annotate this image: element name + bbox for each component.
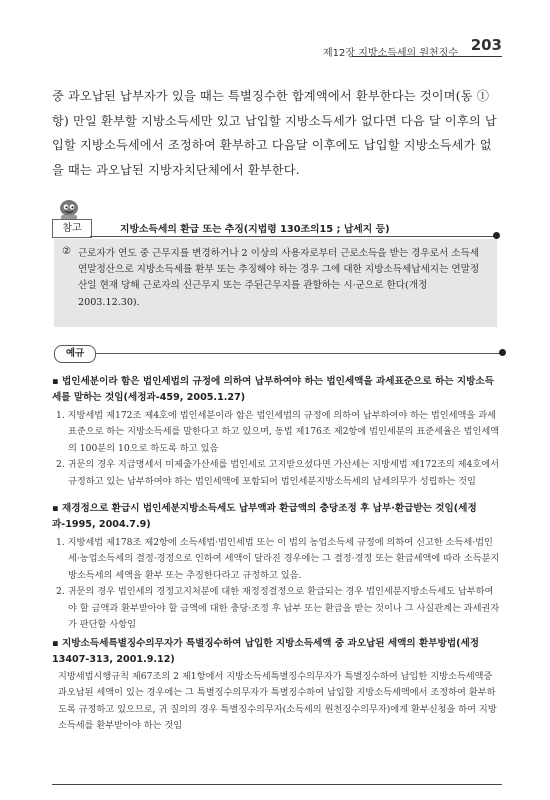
yegyu-block-2 (52, 501, 500, 633)
yegyu-block-heading: ▪ 재경정으로 환급시 법인세분지방소득세도 납부액과 환급액의 충당조정 후 납부·환급받는 것임(세정과-1995, 2004.7.9) (52, 503, 477, 530)
bullet-icon: ▪ (52, 503, 59, 514)
chapter-title: 제12장 지방소득세의 원천징수 (322, 48, 458, 59)
block-paragraph: 지방세법시행규칙 제67조의 2 제1항에서 지방소득세특별징수의무자가 특별징수하여 납입한 지방소득세액중 과오납된 세액이 있는 경우에는 그 특별징수의무자가 특별징수하여 납입할 지방소득세액에서 조정하여 환부하도록 규정하고 있으므로, 귀 질의의 경우 특별징수의무자(소득세의 원천징수의무자)에게 환부신청을 하여 지방소득세를 환부받아야 하는 것임 (58, 671, 497, 732)
reference-number: ② (62, 246, 71, 257)
reference-label: 참고 (52, 219, 92, 238)
reference-title: 지방소득세의 환급 또는 추징(지법령 130조의15 ; 납세지 등) (120, 224, 390, 235)
list-item: 2. 귀문의 경우 법인세의 경정고지처분에 대한 재정정결정으로 환급되는 경우 법인세분지방소득세도 납부하여야 할 금액과 환부받아야 할 금액에 대한 충당·조정 후 납부 또는 환급을 받는 것이나 그 사실관계는 과세권자가 판단할 사항임 (56, 586, 500, 631)
yegyu-rule-dot (499, 349, 506, 356)
intro-paragraph: 중 과오납된 납부자가 있을 때는 특별징수한 합계액에서 환부한다는 것이며(동 ①항) 만일 환부할 지방소득세만 있고 납입할 지방소득세가 없다면 다음 달 이후의 납입할 지방소득세에서 조정하여 환부하고 다음달 이후에도 납입할 지방소득세가 없을 때는 과오납된 지방자치단체에서 환부한다. (52, 89, 497, 177)
list-item: 2. 귀문의 경우 지급명세서 미제출가산세를 법인세로 고지받으셨다면 가산세는 지방세법 제172조의 제4호에서 규정하고 있는 납부하여야 하는 법인세액에 포함되어 법인세분지방소득세의 납세의무가 성립하는 것임 (56, 459, 499, 487)
bullet-icon: ▪ (52, 638, 59, 649)
yegyu-block-3 (52, 636, 500, 735)
list-item: 1. 지방세법 제178조 제2항에 소득세법·법인세법 또는 이 법의 농업소득세 규정에 의하여 신고한 소득세·법인세·농업소득세의 결정·경정으로 인하여 세액이 달라진 경우에는 그 결정·경정 또는 환급세액에 따라 소득분지방소득세의 세액을 환부 또는 추징한다라고 규정하고 있음. (56, 537, 500, 581)
reference-text: 근로자가 연도 중 근무지를 변경하거나 2 이상의 사용자로부터 근로소득을 받는 경우로서 소득세 연말정산으로 지방소득세를 환부 또는 추징해야 하는 경우 그에 대한 지방소득세납세지는 연말정산일 현재 당해 근로자의 신근무지 또는 주된근무지를 관할하는 시·군으로 한다(개정 2003.12.30). (78, 248, 480, 308)
yegyu-label: 예규 (54, 345, 96, 363)
yegyu-block-heading: ▪ 지방소득세특별징수의무자가 특별징수하여 납입한 지방소득세액 중 과오납된 세액의 환부방법(세정 13407-313, 2001.9.12) (52, 638, 480, 665)
yegyu-block-heading: ▪ 법인세분이라 함은 법인세법의 규정에 의하여 납부하여야 하는 법인세액을 과세표준으로 하는 지방소득세를 말하는 것임(세정과-459, 2005.1.27) (52, 376, 494, 403)
list-item: 1. 지방세법 제172조 제4호에 법인세분이라 함은 법인세법의 규정에 의하여 납부하여야 하는 법인세액을 과세표준으로 하는 지방소득세를 말한다고 하고 있으며, 동법 제176조 제2항에 법인세분의 표준세율은 법인세액의 100분의 10으로 하도록 하고 있음 (56, 410, 500, 454)
yegyu-rule (90, 353, 502, 354)
header-rule (352, 56, 502, 57)
reference-rule-dot (493, 232, 500, 239)
yegyu-block-1 (52, 374, 500, 490)
bullet-icon: ▪ (52, 376, 59, 387)
reference-rule (90, 236, 496, 237)
page-number: 203 (470, 36, 502, 54)
bottom-rule (52, 784, 502, 785)
